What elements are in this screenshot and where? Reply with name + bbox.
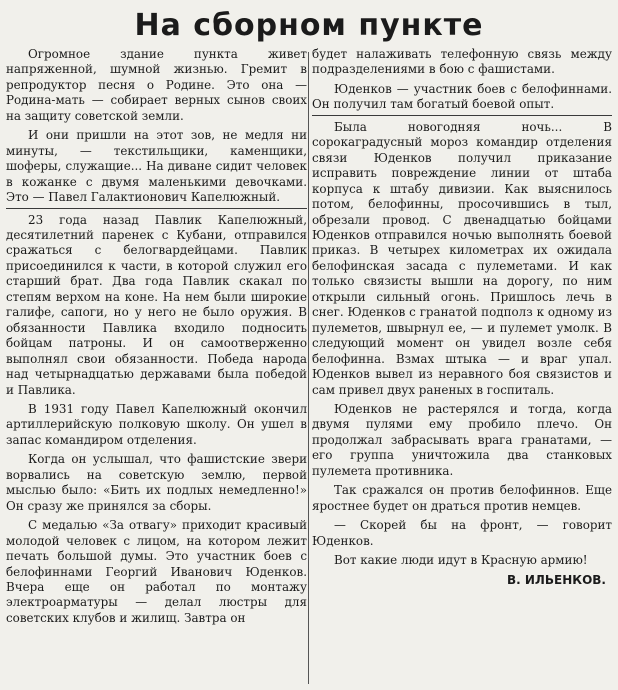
paragraph: — Скорей бы на фронт, — говорит Юденков. [312,518,612,548]
paragraph: Была новогодняя ночь... В сорокаградусный мороз командир отделения связи Юденков получил приказание исправить повреждение линии от штаба корпуса к штабу дивизии. Как выяснилось потом, белофинны, просочившись в тыл, обрезали провод. С двенадцатью бойцами Юденков отправился ночью выполнять боевой приказ. В четырех километрах их ожидала белофинская засада с пулеметами. И как только связисты вышли на дорогу, по ним открыли сильный огонь. Пришлось лечь в снег. Юденков с гранатой подполз к одному из пулеметов, швырнул ее, — и пулемет умолк. В следующий момент он увидел возле себя белофинна. Взмах штыка — и враг упал. Юденков вывел из неравного боя связистов и сам привел двух раненых в госпиталь. [312,119,612,397]
left-column [6,47,307,630]
author-signature: В. ИЛЬЕНКОВ. [507,572,606,587]
paragraph: Когда он услышал, что фашистские звери ворвались на советскую землю, первой мыслью было: «Бить их подлых немедленно!» Он сразу же принялся за сборы. [6,452,307,513]
right-column [312,47,612,588]
paragraph: Юденков не растерялся и тогда, когда двумя пулями ему пробило плечо. Он продолжал забрасывать врага гранатами, — его группа уничтожила два станковых пулемета противника. [312,401,612,478]
paragraph: будет налаживать телефонную связь между подразделениями в бою с фашистами. [312,47,612,77]
paragraph: С медалью «За отвагу» приходит красивый молодой человек с лицом, на котором лежит печать большой думы. Это участник боев с белофиннами Георгий Иванович Юденков. Вчера еще он работал по монтажу электроарматуры — делал люстры для советских клубов и жилищ. Завтра он [6,518,307,625]
paragraph: И они пришли на этот зов, не медля ни минуты, — текстильщики, каменщики, шоферы, служащие... На диване сидит человек в кожанке с двумя маленькими девочками. Это — Павел Галактионович Капелюжный. [6,128,307,208]
paragraph: Огромное здание пункта живет напряженной, шумной жизнью. Гремит в репродуктор песня о Родине. Это она — Родина-мать — собирает верных сынов своих на защиту советской земли. [6,47,307,123]
paragraph: Так сражался он против белофиннов. Еще яростнее будет он драться против немцев. [312,483,612,513]
paragraph: 23 года назад Павлик Капелюжный, десятилетний паренек с Кубани, отправился сражаться с белогвардейцами. Павлик присоединился к части, в которой служил его старший брат. Два года Павлик скакал по степям верхом на коне. На нем были широкие галифе, сапоги, но у него не было оружия. В обязанности Павлика входило подносить бойцам патроны. И он самоотверженно выполнял свои обязанности. Победа народа над четырнадцатью державами была победой и Павлика. [6,212,307,397]
page-title: На сборном пункте [134,8,484,43]
paragraph: В 1931 году Павел Капелюжный окончил артиллерийскую полковую школу. Он ушел в запас командиром отделения. [6,401,307,447]
paragraph: Вот какие люди идут в Красную армию! [334,553,588,568]
paragraph: Юденков — участник боев с белофиннами. Он получил там богатый боевой опыт. [312,82,612,116]
column-divider [308,52,309,684]
